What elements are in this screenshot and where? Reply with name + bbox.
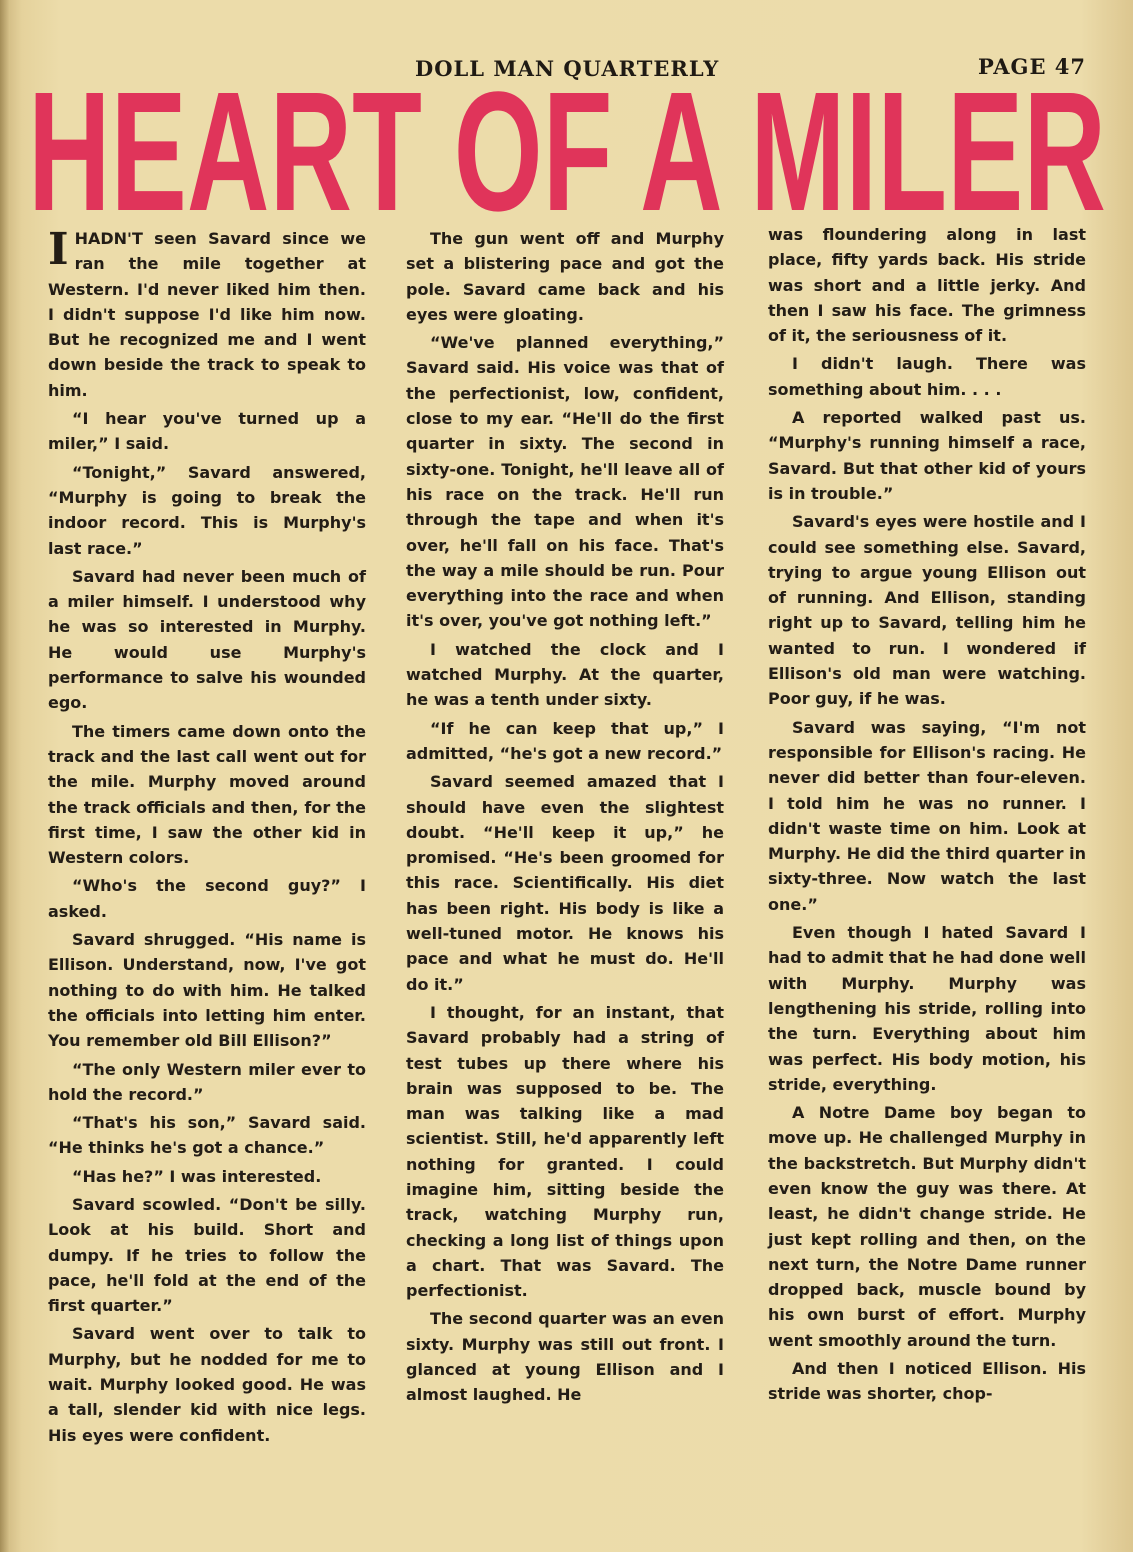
paragraph: “I hear you've turned up a miler,” I said. bbox=[48, 409, 366, 454]
paragraph: Savard's eyes were hostile and I could see something else. Savard, trying to argue young Ellison out of running. And Ellison, standing right up to Savard, telling him he wanted to run. I wondered if Ellison's old man were watching. Poor guy, if he was. bbox=[768, 512, 1086, 709]
headline-svg bbox=[22, 78, 1112, 228]
paragraph: “If he can keep that up,” I admitted, “he's got a new record.” bbox=[406, 718, 724, 763]
story-columns bbox=[0, 222, 1133, 1522]
paragraph: The second quarter was an even sixty. Murphy was still out front. I glanced at young Ellison and I almost laughed. He bbox=[406, 1309, 724, 1405]
paragraph: Savard was saying, “I'm not responsible for Ellison's racing. He never did better than four-eleven. I told him he was no runner. I didn't waste time on him. Look at Murphy. He did the third quarter in sixty-three. Now watch the last one.” bbox=[768, 717, 1086, 914]
paragraph: I thought, for an instant, that Savard probably had a string of test tubes up there where his brain was supposed to be. The man was talking like a mad scientist. Still, he'd apparently left nothing for granted. I could imagine him, sitting beside the track, watching Murphy run, checking a long list of things upon a chart. That was Savard. The perfectionist. bbox=[406, 1002, 724, 1301]
paragraph: Savard seemed amazed that I should have even the slightest doubt. “He'll keep it up,” he promised. “He's been groomed for this race. Scientifically. His diet has been right. His body is like a well-tuned motor. He knows his pace and what he must do. He'll do it.” bbox=[406, 772, 724, 994]
paragraph-text: HADN'T seen Savard since we ran the mile together at Western. I'd never liked him then. I didn't suppose I'd like him now. But he recognized me and I went down beside the track to speak to him. bbox=[48, 229, 366, 400]
paragraph: Even though I hated Savard I had to admit that he had done well with Murphy. Murphy was lengthening his stride, rolling into the turn. Everything about him was perfect. His body motion, his stride, everything. bbox=[768, 923, 1086, 1094]
page-number: PAGE 47 bbox=[978, 54, 1087, 79]
paragraph: “That's his son,” Savard said. “He thinks he's got a chance.” bbox=[48, 1113, 366, 1158]
column-2 bbox=[406, 226, 724, 1411]
paragraph: “We've planned everything,” Savard said. His voice was that of the perfectionist, low, confident, close to my ear. “He'll do the first quarter in sixty. The second in sixty-one. Tonight, he'll leave all of his race on the track. He'll run through the tape and when it's over, he'll fall on his face. That's the way a mile should be run. Pour everything into the race and when it's over, you've got nothing left.” bbox=[406, 333, 724, 631]
paragraph: “Has he?” I was interested. bbox=[72, 1166, 322, 1186]
drop-cap: I bbox=[48, 224, 69, 275]
paragraph: A Notre Dame boy began to move up. He challenged Murphy in the backstretch. But Murphy didn't even know the guy was there. At least, he didn't change stride. He just kept rolling and then, on the next turn, the Notre Dame runner dropped back, muscle bound by his own burst of effort. Murphy went smoothly around the turn. bbox=[768, 1103, 1086, 1350]
paragraph: The timers came down onto the track and the last call went out for the mile. Murphy moved around the track officials and then, for the first time, I saw the other kid in Western colors. bbox=[48, 721, 366, 868]
paragraph: The gun went off and Murphy set a blistering pace and got the pole. Savard came back and his eyes were gloating. bbox=[406, 229, 724, 324]
running-title: DOLL MAN QUARTERLY bbox=[415, 56, 720, 81]
paragraph: Savard scowled. “Don't be silly. Look at his build. Short and dumpy. If he tries to follow the pace, he'll fold at the end of the first quarter.” bbox=[48, 1194, 366, 1316]
paragraph: Savard went over to talk to Murphy, but he nodded for me to wait. Murphy looked good. He was a tall, slender kid with nice legs. His eyes were confident. bbox=[48, 1324, 366, 1445]
paragraph: Savard shrugged. “His name is Ellison. Understand, now, I've got nothing to do with him. He talked the officials into letting him enter. You remember old Bill Ellison?” bbox=[48, 930, 366, 1051]
paragraph: And then I noticed Ellison. His stride was shorter, chop- bbox=[768, 1359, 1086, 1404]
paragraph: “Who's the second guy?” I asked. bbox=[48, 876, 366, 921]
paragraph: “Tonight,” Savard answered, “Murphy is going to break the indoor record. This is Murphy's last race.” bbox=[48, 462, 366, 558]
paragraph: A reported walked past us. “Murphy's running himself a race, Savard. But that other kid of yours is in trouble.” bbox=[768, 408, 1086, 503]
column-3 bbox=[768, 222, 1086, 1410]
paragraph bbox=[48, 226, 366, 403]
paragraph: I didn't laugh. There was something about him. . . . bbox=[768, 354, 1086, 399]
paragraph: “The only Western miler ever to hold the record.” bbox=[48, 1059, 366, 1104]
paragraph: was floundering along in last place, fifty yards back. His stride was short and a little jerky. And then I saw his face. The grimness of it, the seriousness of it. bbox=[768, 225, 1086, 346]
paragraph: Savard had never been much of a miler himself. I understood why he was so interested in Murphy. He would use Murphy's performance to salve his wounded ego. bbox=[48, 566, 366, 713]
story-headline bbox=[22, 78, 1112, 228]
headline-text: HEART OF A MILER bbox=[28, 78, 1106, 228]
paragraph: I watched the clock and I watched Murphy. At the quarter, he was a tenth under sixty. bbox=[406, 639, 724, 710]
column-1 bbox=[48, 226, 366, 1451]
